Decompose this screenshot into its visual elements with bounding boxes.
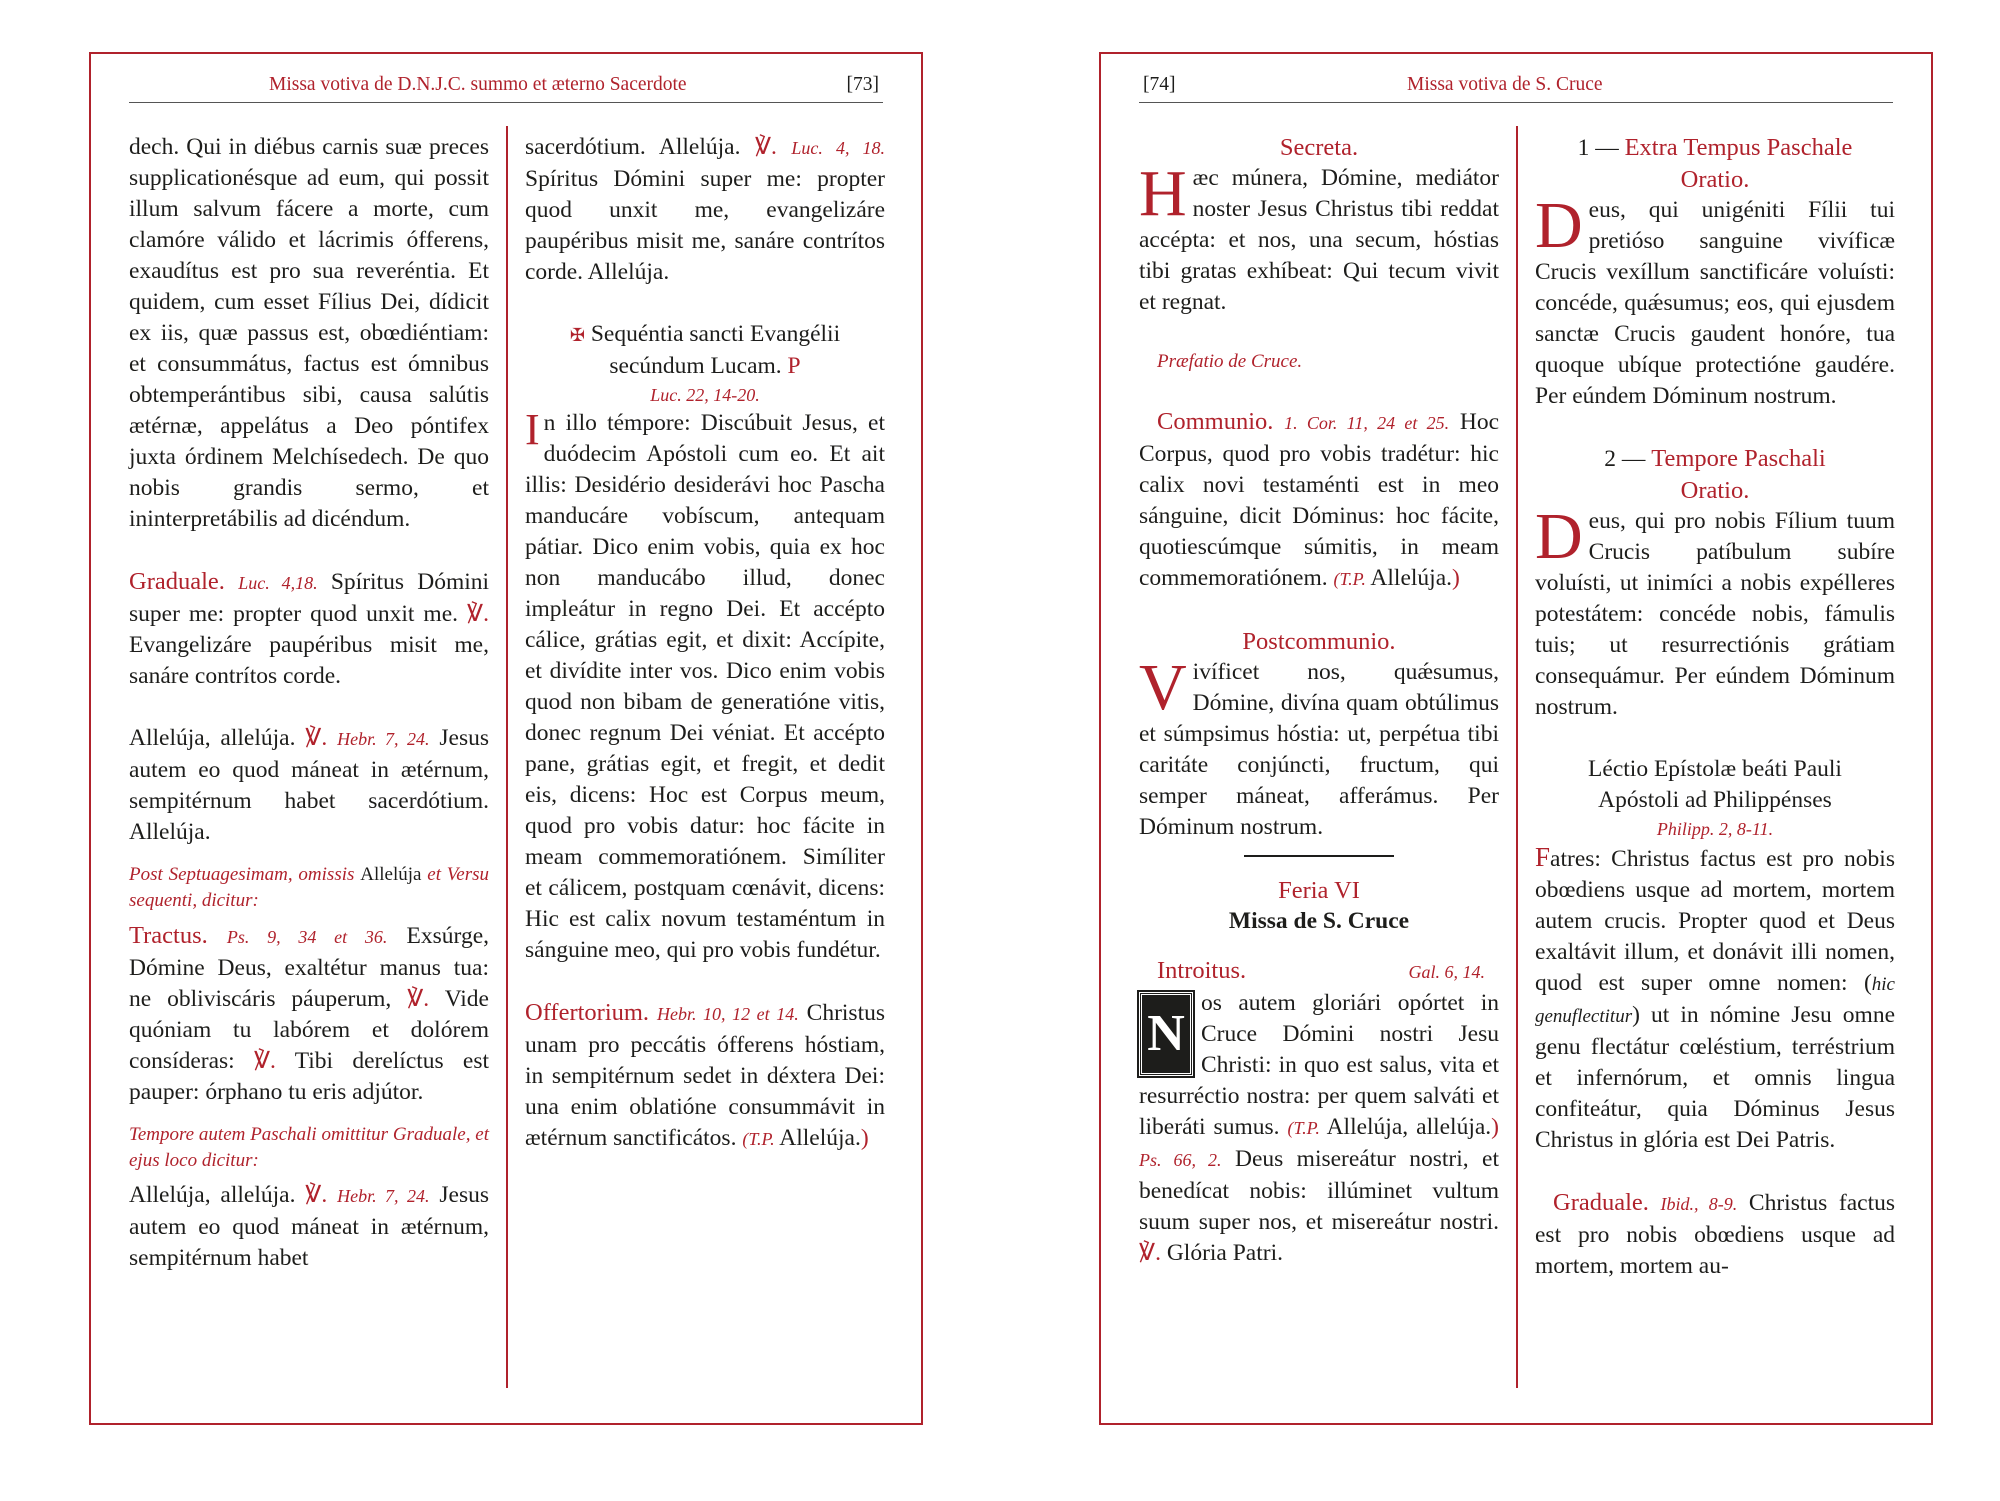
right-header-title: Missa votiva de S. Cruce <box>1407 74 1603 95</box>
introitus-body <box>1139 988 1499 1269</box>
column-divider <box>506 126 508 1388</box>
tractus-text-3: Tibi derelíctus est pauper: órphano tu eris adjútor. <box>129 1048 490 1105</box>
versicle-mark: ℣. <box>467 601 489 627</box>
lectio-rubric: hic genuflectitur <box>1535 974 1895 1027</box>
oratio-2-body <box>1535 500 1895 723</box>
illuminated-initial: N <box>1139 992 1193 1076</box>
praefatio-rubric: Præfatio de Cruce. <box>1157 351 1303 372</box>
right-page-column-1 <box>1139 132 1499 1269</box>
left-page <box>89 52 923 1425</box>
offertorium-text: Christus unam pro peccátis ófferens hóstiam, in sempitérnum sedet in déxtera Dei: una enim oblatióne consummávit in ætérnum sanctificátos. <box>525 1000 886 1151</box>
option-1-heading <box>1535 132 1895 164</box>
alleluia-section <box>129 723 489 848</box>
option-number: 2 — <box>1604 446 1646 472</box>
communio-section <box>1139 406 1499 595</box>
graduale-section <box>1535 1187 1895 1282</box>
missa-title: Missa de S. Cruce <box>1228 907 1410 934</box>
oratio-2-text: eus, qui pro nobis Fílium tuum Crucis patíbulum subíre voluísti, ut inimíci a nobis expélleres potestátem: concéde nobis, fámulis tuis; ut resurrectiónis grátiam consequámur. Per eúndem Dóminum nostrum. <box>1535 508 1895 720</box>
graduale-label: Graduale. <box>1553 1189 1649 1216</box>
versicle-mark: ℣. <box>305 725 328 751</box>
tp-open: (T.P. <box>1287 1117 1320 1138</box>
tractus-section <box>129 920 489 1108</box>
feria-label: Feria VI <box>1278 876 1360 904</box>
alleluia-ref: Hebr. 7, 24. <box>337 729 430 749</box>
tp-close: ) <box>1491 1113 1499 1140</box>
gloria-text: Glória Patri. <box>1166 1239 1283 1266</box>
right-page-header <box>1139 68 1893 103</box>
gospel-ref: Luc. 22, 14-20. <box>650 385 760 405</box>
alleluia-ref: Hebr. 7, 24. <box>337 1186 430 1206</box>
column-divider <box>1516 126 1518 1388</box>
lectio-text-2: ut in nómine Jesu omne genu flectátur cœléstium, terréstrium et infernórum, et omnis lingua confiteátur, quia Dóminus Jesus Christus in glória est Dei Patris. <box>1535 1002 1896 1153</box>
alleluia-text: Allelúja, allelúja. <box>129 725 296 751</box>
alleluia-cont-ref: Luc. 4, 18. <box>791 138 886 158</box>
offertorium-section <box>525 997 885 1155</box>
tractus-label: Tractus. <box>129 922 208 949</box>
rubric-septuagesima <box>129 862 489 914</box>
gospel-heading <box>525 319 885 382</box>
offertorium-label: Offertorium. <box>525 999 650 1026</box>
left-page-column-2 <box>525 132 885 1155</box>
right-page <box>1099 52 1933 1425</box>
option-2-heading <box>1535 443 1895 475</box>
rubric-text: Post Septuagesimam, omissis <box>129 864 355 885</box>
graduale-ref: Ibid., 8-9. <box>1660 1194 1738 1214</box>
rubric-paschal: Tempore autem Paschali omittitur Graduale, et ejus loco dicitur: <box>129 1124 489 1171</box>
secreta-text: æc múnera, Dómine, mediátor noster Jesus Christus tibi reddat accépta: et nos, una secum, hóstias tibi gratas exhíbeat: Qui tecum vivit et regnat. <box>1139 165 1499 315</box>
lectio-title: Léctio Epístolæ beáti Pauli Apóstoli ad Philippénses <box>1588 756 1842 813</box>
graduale-text-1: Spíritus Dómini super me: propter quod unxit me. <box>129 569 490 627</box>
graduale-text-2: Evangelizáre paupéribus misit me, sanáre contrítos corde. <box>129 632 489 689</box>
rubric-text: et Versu sequenti, dicitur: <box>129 864 490 911</box>
versicle-mark: ℣. <box>305 1182 328 1208</box>
alleluia-body: Jesus autem eo quod máneat in ætérnum, sempitérnum habet sacerdótium. Allelúja. <box>129 725 489 845</box>
alleluia-paschal-section <box>129 1180 489 1274</box>
alleluia-cont-body: Spíritus Dómini super me: propter quod unxit me, evangelizáre paupéribus misit me, sanáre contrítos corde. Allelúja. <box>525 166 885 285</box>
tp-alleluia: Allelúja. <box>1370 565 1452 591</box>
lectio-body: Fatres: Christus factus est pro nobis obœdiens usque ad mortem, mortem autem crucis. Propter quod et Deus exaltávit illum, et donávit illi nomen, quod est super omne nomen: (hic genuflectitur) ut in nómine Jesu omne genu flectátur cœléstium, terréstrium et infernórum, et omnis lingua confiteátur, quia Dóminus Jesus Christus in glória est Dei Patris. <box>1535 842 1896 1153</box>
lectio-text-1: atres: Christus factus est pro nobis obœdiens usque ad mortem, mortem autem crucis. Propter quod et Deus exaltávit illum, et donávit illi nomen, quod est super omne nomen: <box>1535 846 1895 996</box>
lectio-initial: F <box>1535 842 1551 872</box>
tp-alleluia: Allelúja, allelúja. <box>1326 1113 1492 1140</box>
versicle-mark: ℣. <box>1139 1239 1161 1266</box>
right-page-number: [74] <box>1143 74 1176 95</box>
tractus-text-2: Vide quóniam tu labórem et dolórem consíderas: <box>129 986 489 1074</box>
left-page-number: [73] <box>846 74 879 95</box>
alleluia-body: Jesus autem eo quod máneat in ætérnum, sempitérnum habet <box>129 1182 489 1271</box>
graduale-label: Graduale. <box>129 568 225 595</box>
secreta-body <box>1139 157 1499 318</box>
tractus-text-1: Exsúrge, Dómine Deus, exaltétur manus tua: ne obliviscáris páuperum, <box>129 923 490 1012</box>
gospel-text: n illo témpore: Discúbuit Jesus, et duódecim Apóstoli cum eo. Et ait illis: Desidério desiderávi hoc Pascha manducáre vobíscum, antequam pátiar. Dico enim vobis, quia ex hoc non manducábo illud, donec impleátur in regno Dei. Et accépto cálice, grátias egit, et dixit: Accípite, et divídite inter vos. Dico enim vobis quod non bibam de generatióne vitis, donec regnum Dei véniat. Et accépto pane, grátias egit, et fregit, et dedit eis, dicens: Hoc est Corpus meum, quod pro vobis datur: hoc fácite in meam commemoratiónem. Simíliter et cálicem, postquam cœnávit, dicens: Hic est calix novum testaméntum in sánguine meo, qui pro vobis fundétur. <box>525 410 885 963</box>
left-page-column-1 <box>129 132 489 1274</box>
tp-close: ) <box>1452 565 1460 591</box>
postcommunio-label: Postcommunio. <box>1242 628 1396 655</box>
introitus-text: os autem gloriári opórtet in Cruce Dómini nostri Jesu Christi: in quo est salus, vita et resurréctio nostra: per quem salváti et liberáti sumus. <box>1139 989 1499 1140</box>
option-title: Extra Tempus Paschale <box>1624 134 1853 161</box>
tp-alleluia: Allelúja. <box>779 1125 861 1151</box>
drop-cap: D <box>1535 189 1583 262</box>
graduale-text: Christus factus est pro nobis obœdiens usque ad mortem, mortem au- <box>1535 1190 1896 1279</box>
tp-open: (T.P. <box>1333 569 1366 589</box>
alleluia-cont-text: sacerdótium. Allelúja. <box>525 134 741 160</box>
drop-cap: I <box>525 405 540 454</box>
gospel-p-mark: P <box>787 353 801 379</box>
lectio-ref: Philipp. 2, 8-11. <box>1656 819 1774 839</box>
cross-icon: ✠ <box>569 325 585 345</box>
postcommunio-body <box>1139 651 1499 843</box>
oratio-1-body <box>1535 189 1895 412</box>
gospel-body <box>525 405 885 966</box>
communio-ref: 1. Cor. 11, 24 et 25. <box>1284 413 1450 433</box>
communio-label: Communio. <box>1157 408 1274 435</box>
communio-text: Hoc Corpus, quod pro vobis tradétur: hic calix novi testaménti est in meo sánguine, dicit Dóminus: hoc fácite, quotiescúmque súmitis, in meam commemoratiónem. <box>1139 409 1500 591</box>
drop-cap: D <box>1535 500 1583 573</box>
introitus-ref: Gal. 6, 14. <box>1408 961 1485 982</box>
epistle-continuation: dech. Qui in diébus carnis suæ preces supplicationésque ad eum, qui possit illum salvum fácere a morte, cum clamóre válido et lácrimis ófferens, exaudítus est pro sua reveréntia. Et quidem, cum esset Fílius Dei, dídicit ex iis, quæ passus est, obœdiéntiam: et consummátus, factus est ómnibus obtemperántibus sibi, causa salútis ætérnæ, appelátus a Deo póntifex juxta órdinem Melchísedech. De quo nobis grandis sermo, et ininterpretábilis ad dicéndum. <box>129 134 489 532</box>
secreta-label: Secreta. <box>1279 134 1359 161</box>
introitus-label: Introitus. <box>1157 956 1247 984</box>
left-page-header <box>129 68 883 103</box>
option-title: Tempore Paschali <box>1651 445 1826 472</box>
alleluia-continuation <box>525 132 885 288</box>
offertorium-ref: Hebr. 10, 12 et 14. <box>657 1004 799 1024</box>
drop-cap: H <box>1139 157 1187 230</box>
psalm-text: Deus misereátur nostri, et benedícat nobis: illúminet vultum suum super nos, et misereátur nostri. <box>1139 1145 1500 1235</box>
alleluia-text: Allelúja, allelúja. <box>129 1182 296 1208</box>
tractus-ref: Ps. 9, 34 et 36. <box>226 927 388 947</box>
psalm-ref: Ps. 66, 2. <box>1139 1149 1222 1170</box>
tp-close: ) <box>860 1125 869 1151</box>
graduale-ref: Luc. 4,18. <box>238 573 318 593</box>
left-header-title: Missa votiva de D.N.J.C. summo et æterno Sacerdote <box>269 74 687 95</box>
oratio-label: Oratio. <box>1680 477 1750 504</box>
drop-cap: V <box>1139 651 1187 724</box>
section-rule <box>1244 855 1394 857</box>
postcommunio-text: ivíficet nos, quǽsumus, Dómine, divína quam obtúlimus et súmpsimus hóstia: ut, perpétua tibi caritáte conjúncti, fructum, qui semper máneat, afferámus. Per Dóminum nostrum. <box>1139 659 1499 840</box>
oratio-1-text: eus, qui unigéniti Fílii tui pretióso sanguine vivíficæ Crucis vexíllum sanctificáre voluísti: concéde, quǽsumus; eos, qui ejusdem sanctæ Crucis gaudent honóre, tua quoque ubíque protectióne gaudére. Per eúndem Dóminum nostrum. <box>1535 197 1895 409</box>
graduale-section <box>129 566 489 692</box>
versicle-mark: ℣. <box>754 134 777 160</box>
tp-open: (T.P. <box>742 1129 775 1149</box>
rubric-alleluia: Allelúja <box>360 864 422 885</box>
versicle-mark: ℣. <box>407 986 430 1012</box>
right-page-column-2 <box>1535 132 1895 1282</box>
option-number: 1 — <box>1577 135 1619 161</box>
oratio-label: Oratio. <box>1680 166 1750 193</box>
versicle-mark: ℣. <box>253 1048 276 1074</box>
introitus-heading <box>1139 955 1499 988</box>
gospel-title: Sequéntia sancti Evangélii secúndum Lucam. <box>590 321 841 379</box>
